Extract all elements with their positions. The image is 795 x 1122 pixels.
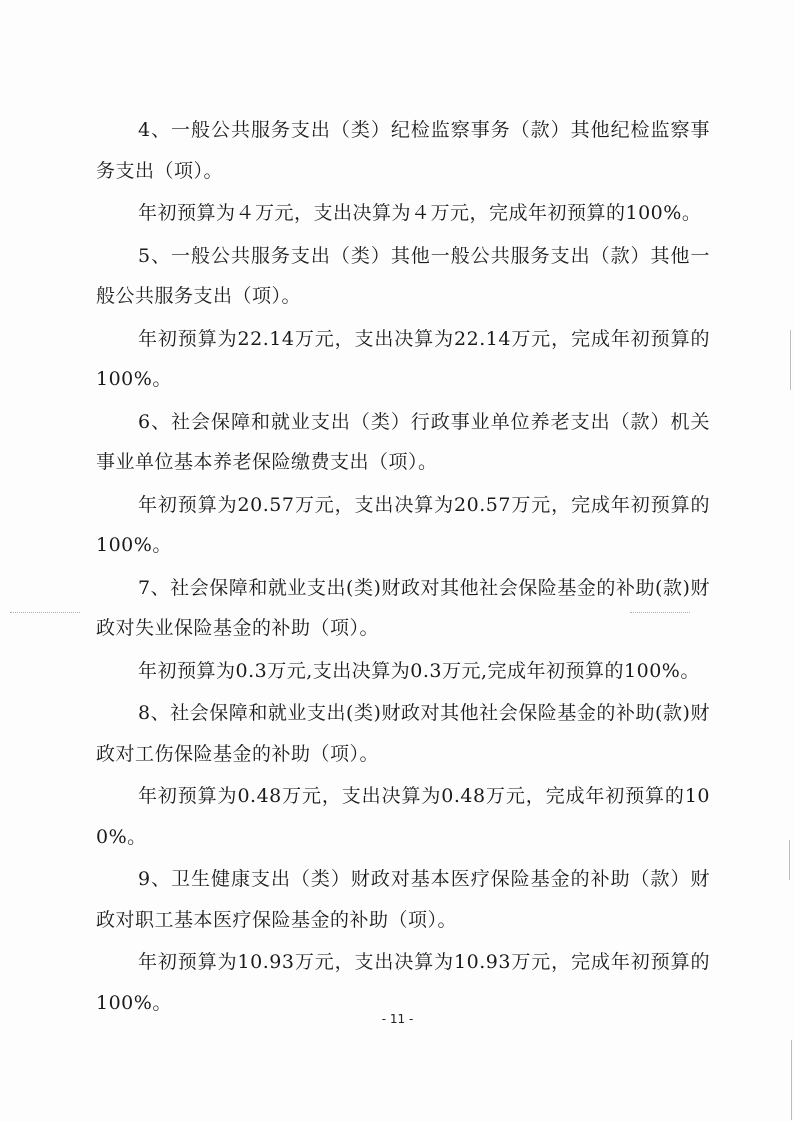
paragraph-result-4: 年初预算为４万元，支出决算为４万元，完成年初预算的100%。	[138, 202, 702, 224]
paragraph-result-7: 年初预算为0.3万元,支出决算为0.3万元,完成年初预算的100%。	[138, 659, 700, 682]
paragraph-result-5: 年初预算为22.14万元，支出决算为22.14万元，完成年初预算的100%。	[96, 327, 710, 390]
scan-artifact	[10, 612, 80, 614]
scan-artifact	[791, 1040, 792, 1120]
scan-artifact	[790, 330, 791, 390]
paragraph-item-6: 6、社会保障和就业支出（类）行政事业单位养老支出（款）机关事业单位基本养老保险缴费支出（项）。	[96, 410, 710, 473]
paragraph-item-5: 5、一般公共服务支出（类）其他一般公共服务支出（款）其他一般公共服务支出（项）。	[96, 244, 710, 307]
paragraph-result-6: 年初预算为20.57万元，支出决算为20.57万元，完成年初预算的100%。	[96, 493, 710, 556]
paragraph-item-7: 7、社会保障和就业支出(类)财政对其他社会保险基金的补助(款)财政对失业保险基金的补助（项）。	[96, 576, 710, 639]
paragraph-result-8: 年初预算为0.48万元，支出决算为0.48万元，完成年初预算的100%。	[96, 785, 710, 848]
paragraph-result-9: 年初预算为10.93万元，支出决算为10.93万元，完成年初预算的100%。	[96, 951, 710, 1014]
paragraph-item-8: 8、社会保障和就业支出(类)财政对其他社会保险基金的补助(款)财政对工伤保险基金的补助（项）。	[96, 702, 710, 765]
paragraph-item-9: 9、卫生健康支出（类）财政对基本医疗保险基金的补助（款）财政对职工基本医疗保险基金的补助（项）。	[96, 868, 710, 931]
page-number: - 11 -	[381, 1012, 414, 1026]
scan-artifact	[789, 840, 790, 880]
paragraph-item-4: 4、一般公共服务支出（类）纪检监察事务（款）其他纪检监察事务支出（项）。	[96, 119, 710, 182]
document-body	[96, 108, 710, 1023]
